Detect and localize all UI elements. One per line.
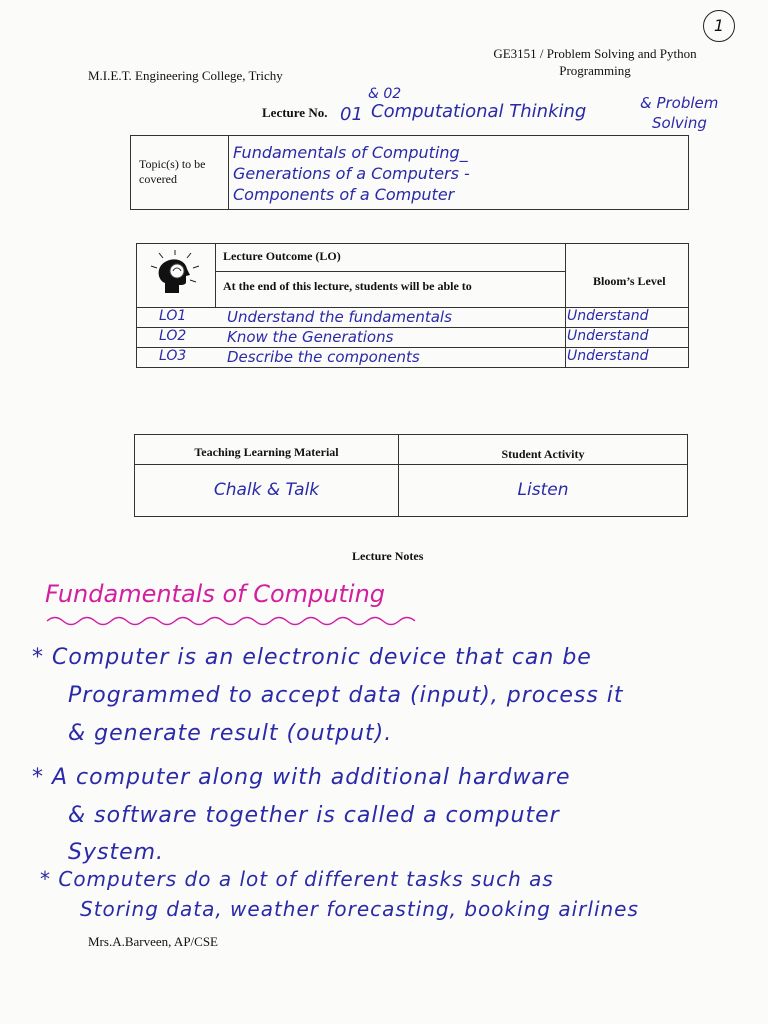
note-line: * Computer is an electronic device that can be: [32, 645, 592, 670]
wavy-underline: [45, 614, 425, 628]
college-name: M.I.E.T. Engineering College, Trichy: [88, 68, 283, 83]
lo-bloom-level: Understand: [567, 328, 649, 344]
lo-row: [137, 328, 690, 348]
lo-code: LO2: [159, 328, 187, 344]
lo-code: LO3: [159, 348, 187, 364]
lo-bloom-level: Understand: [567, 348, 649, 364]
lecture-number: 01: [340, 104, 363, 125]
lo-row: [137, 348, 690, 368]
footer-author: Mrs.A.Barveen, AP/CSE: [88, 934, 218, 949]
head-lightbulb-icon: [145, 249, 205, 299]
note-line: System.: [68, 840, 165, 865]
topic-item: Fundamentals of Computing_: [233, 143, 468, 162]
note-line: * Computers do a lot of different tasks such as: [40, 867, 554, 891]
lo-code: LO1: [159, 308, 187, 324]
lecture-title-continued-2: Solving: [652, 114, 707, 132]
course-line-2: Programming: [559, 63, 631, 78]
lecture-outcome-table: [136, 243, 689, 368]
note-line: & generate result (output).: [68, 721, 393, 746]
lo-description: Describe the components: [227, 348, 420, 366]
teaching-material-heading: Teaching Learning Material: [194, 445, 339, 459]
lecture-notes-heading: Lecture Notes: [352, 549, 424, 563]
lecture-title: Computational Thinking: [371, 101, 587, 122]
table-divider: [215, 244, 216, 307]
lo-row: [137, 308, 690, 328]
course-code: [455, 45, 735, 79]
lo-subheading: At the end of this lecture, students will be able to: [223, 279, 472, 293]
student-activity-heading: Student Activity: [501, 447, 585, 461]
lo-description: Understand the fundamentals: [227, 308, 452, 326]
table-divider: [215, 271, 565, 272]
blooms-level-heading: Bloom’s Level: [593, 274, 666, 288]
page-number: 1: [703, 10, 735, 42]
topic-item: Generations of a Computers -: [233, 164, 470, 183]
note-line: Programmed to accept data (input), process it: [68, 683, 624, 708]
section-title: Fundamentals of Computing: [45, 580, 386, 608]
topic-item: Components of a Computer: [233, 185, 455, 204]
topics-table: [130, 135, 689, 210]
note-line: & software together is called a computer: [68, 803, 560, 828]
lecture-number-alt: & 02: [368, 86, 402, 102]
topics-list: [233, 142, 683, 205]
lecture-label: Lecture No.: [262, 105, 328, 120]
lecture-title-continued: & Problem: [640, 94, 719, 112]
topics-label: Topic(s) to be covered: [131, 136, 229, 209]
note-line: Storing data, weather forecasting, booking airlines: [80, 897, 639, 921]
course-line-1: GE3151 / Problem Solving and Python: [493, 46, 697, 61]
table-divider: [135, 464, 687, 465]
lo-bloom-level: Understand: [567, 308, 649, 324]
teaching-material: Chalk & Talk: [213, 480, 320, 500]
student-activity: Listen: [517, 480, 569, 500]
lo-heading: Lecture Outcome (LO): [223, 249, 341, 263]
note-line: * A computer along with additional hardware: [32, 765, 571, 790]
teaching-learning-table: [134, 434, 688, 517]
lo-description: Know the Generations: [227, 328, 394, 346]
